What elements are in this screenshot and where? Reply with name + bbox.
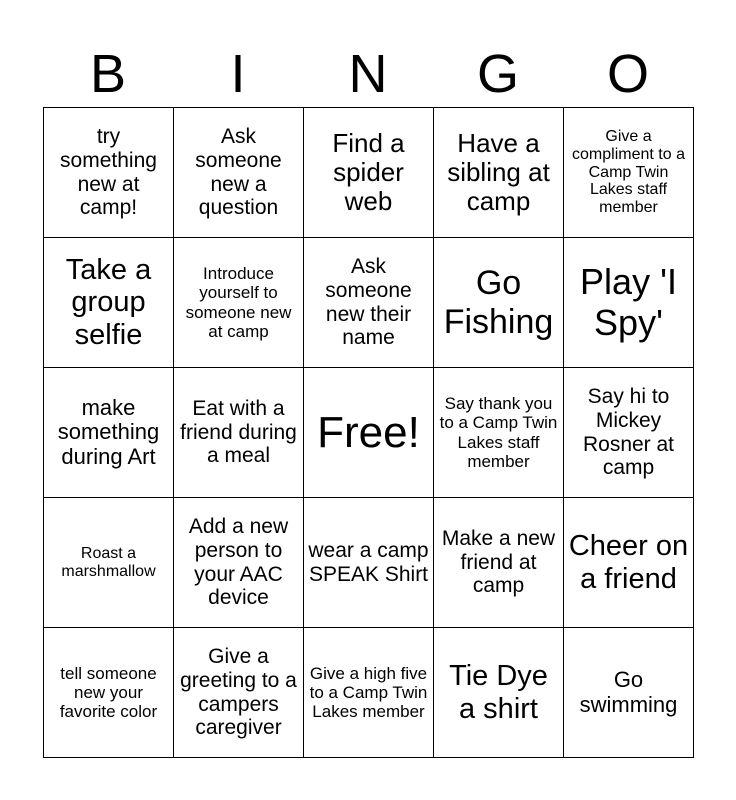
bingo-cell[interactable]: make something during Art [44, 368, 174, 498]
bingo-cell[interactable]: wear a camp SPEAK Shirt [304, 498, 434, 628]
bingo-cell[interactable]: Take a group selfie [44, 238, 174, 368]
header-letter-i: I [230, 44, 246, 104]
bingo-cell[interactable]: Have a sibling at camp [434, 108, 564, 238]
bingo-cell[interactable]: Eat with a friend during a meal [174, 368, 304, 498]
header-letter-b: B [89, 44, 127, 104]
bingo-cell[interactable]: Give a greeting to a campers caregiver [174, 628, 304, 758]
header-letter-o: O [606, 44, 649, 104]
bingo-cell[interactable]: Say thank you to a Camp Twin Lakes staff member [434, 368, 564, 498]
bingo-row-1 [44, 108, 694, 238]
bingo-cell[interactable]: Ask someone new their name [304, 238, 434, 368]
bingo-cell[interactable]: Roast a marshmallow [44, 498, 174, 628]
bingo-cell[interactable]: Give a high five to a Camp Twin Lakes member [304, 628, 434, 758]
free-space[interactable]: Free! [304, 368, 434, 498]
header-letter-n: N [348, 44, 388, 104]
bingo-row-4 [44, 498, 694, 628]
bingo-row-3 [44, 368, 694, 498]
bingo-cell[interactable]: Introduce yourself to someone new at camp [174, 238, 304, 368]
bingo-header [43, 40, 693, 108]
bingo-cell[interactable]: Give a compliment to a Camp Twin Lakes staff member [564, 108, 694, 238]
bingo-cell[interactable]: Find a spider web [304, 108, 434, 238]
bingo-cell[interactable]: Make a new friend at camp [434, 498, 564, 628]
bingo-row-2 [44, 238, 694, 368]
bingo-cell[interactable]: Cheer on a friend [564, 498, 694, 628]
header-letter-g: G [476, 44, 519, 104]
bingo-cell[interactable]: Play 'I Spy' [564, 238, 694, 368]
bingo-cell[interactable]: Tie Dye a shirt [434, 628, 564, 758]
bingo-cell[interactable]: Go swimming [564, 628, 694, 758]
bingo-row-5 [44, 628, 694, 758]
bingo-cell[interactable]: tell someone new your favorite color [44, 628, 174, 758]
bingo-cell[interactable]: try something new at camp! [44, 108, 174, 238]
bingo-card [43, 107, 694, 758]
bingo-cell[interactable]: Go Fishing [434, 238, 564, 368]
bingo-cell[interactable]: Add a new person to your AAC device [174, 498, 304, 628]
bingo-cell[interactable]: Say hi to Mickey Rosner at camp [564, 368, 694, 498]
bingo-cell[interactable]: Ask someone new a question [174, 108, 304, 238]
